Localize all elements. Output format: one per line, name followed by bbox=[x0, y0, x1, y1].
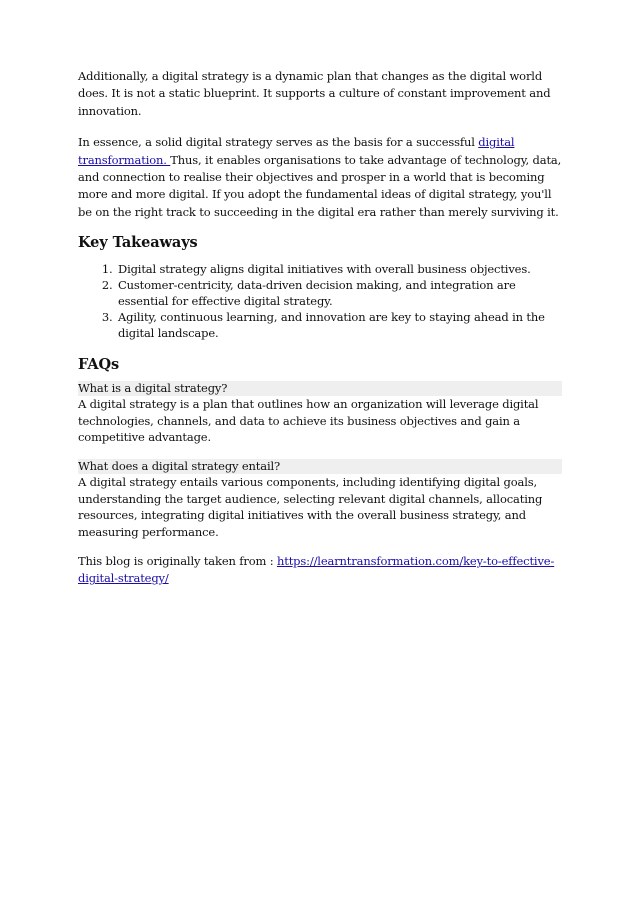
paragraph-in-essence bbox=[78, 134, 564, 221]
source-attribution bbox=[78, 553, 564, 587]
paragraph-dynamic-plan: Additionally, a digital strategy is a dynamic plan that changes as the digital world does. It is not a static blueprint. It supports a culture of constant improvement and innovation. bbox=[78, 69, 551, 118]
faq-question: What does a digital strategy entail? bbox=[78, 459, 562, 474]
faqs-heading: FAQs bbox=[78, 356, 120, 374]
paragraph-text-after-link: Thus, it enables organisations to take advantage of technology, data, and connection to realise their objectives and prosper in a world that is becoming more and more digital. If you adopt the fundamental ideas of digital strategy, you'll be on the right track to succeeding in the digital era rather than merely surviving it. bbox=[78, 152, 562, 219]
digital-transformation-link[interactable]: digital transformation. bbox=[78, 135, 515, 167]
faq-question: What is a digital strategy? bbox=[78, 381, 562, 396]
source-link[interactable]: https://learntransformation.com/key-to-effective-digital-strategy/ bbox=[78, 554, 555, 586]
list-item: 3. Agility, continuous learning, and innovation are key to staying ahead in the digital landscape. bbox=[116, 309, 564, 341]
faq-answer: A digital strategy is a plan that outlines how an organization will leverage digital technologies, channels, and data to achieve its business objectives and gain a competitive advantage. bbox=[78, 397, 539, 445]
document-page bbox=[78, 68, 564, 587]
key-takeaways-list bbox=[78, 261, 564, 341]
source-prefix: This blog is originally taken from : bbox=[78, 554, 277, 569]
key-takeaways-heading: Key Takeaways bbox=[78, 234, 198, 252]
faq-answer: A digital strategy entails various components, including identifying digital goals, understanding the target audience, selecting relevant digital channels, allocating resources, integrating digital initiatives with the overall business strategy, and measuring performance. bbox=[78, 475, 543, 539]
list-item: 2. Customer-centricity, data-driven decision making, and integration are essential for effective digital strategy. bbox=[116, 277, 564, 309]
paragraph-text-before-link: In essence, a solid digital strategy serves as the basis for a successful bbox=[78, 135, 479, 150]
list-item: 1. Digital strategy aligns digital initiatives with overall business objectives. bbox=[116, 261, 564, 277]
